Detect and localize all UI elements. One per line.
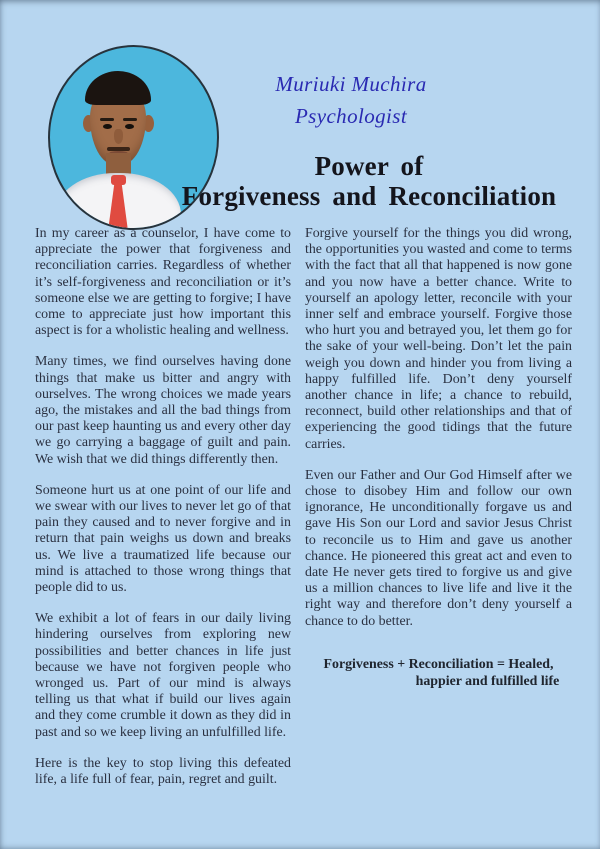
photo-eye-right bbox=[125, 124, 134, 129]
closing-statement-line1: Forgiveness + Reconciliation = Healed, bbox=[323, 656, 554, 672]
author-role: Psychologist bbox=[294, 104, 408, 128]
photo-eye-left bbox=[103, 124, 112, 129]
article-paragraph: Someone hurt us at one point of our life and we swear with our lives to never let go of that pain they caused and to never forgive and in return that pain weighs us down and breaks us. We live a traumatized life because our mind is attached to those wrong things that people did to us. bbox=[35, 482, 291, 596]
article-paragraph: In my career as a counselor, I have come to appreciate the power that forgiveness and reconciliation carries. Regardless of whether it’s self-forgiveness and reconciliation or it’s someone else we are getting to forgive; I have come to appreciate just how important this aspect is for a wholistic healing and wellness. bbox=[35, 226, 291, 339]
author-name: Muriuki Muchira bbox=[275, 72, 427, 96]
photo-eyebrow-right bbox=[123, 118, 137, 121]
photo-hair bbox=[85, 71, 151, 105]
article-paragraph: We exhibit a lot of fears in our daily living hindering ourselves from exploring new possibilities and better chances in life just because we have not forgiven people who wronged us. Part of our mind is always telling us that what if build our lives again and they come crumble it down as they did in past and so we keep living an unfulfilled life. bbox=[35, 611, 291, 740]
article-paragraph: Forgive yourself for the things you did wrong, the opportunities you wasted and come to terms with the fact that all that happened is now gone and you now have a better chance. Write to yourself an apology letter, reconcile with your inner self and embrace yourself. Forgive those who hurt you and betrayed you, let them go for the sake of your well-being. Don’t let the pain weigh you down and hinder you from living a happy fulfilled life. Don’t deny yourself another chance in life; a chance to rebuild, reconnect, build other relationships and that of experiencing the good tidings that the future carries. bbox=[305, 226, 572, 452]
article-column-left bbox=[35, 226, 291, 788]
page-title-line1: Power of bbox=[314, 151, 424, 181]
article-body bbox=[35, 226, 572, 788]
article-paragraph: Here is the key to stop living this defeated life, a life full of fear, pain, regret and guilt. bbox=[35, 755, 291, 788]
page-title bbox=[139, 151, 599, 211]
author-byline bbox=[201, 68, 501, 132]
article-paragraph: Even our Father and Our God Himself after we chose to disobey Him and follow our own ignorance, He unconditionally forgave us and gave His Son our Lord and savior Jesus Christ to reconcile us to Him and gave us another chance. He pioneered this great act and even to date He never gets tired to forgive us and give us a million chances to live life and live it the right way and therefore don’t deny yourself a chance to do better. bbox=[305, 467, 572, 629]
photo-eyebrow-left bbox=[100, 118, 114, 121]
photo-nose bbox=[114, 129, 123, 144]
article-column-right bbox=[305, 226, 572, 788]
page-title-line2: Forgiveness and Reconciliation bbox=[181, 181, 557, 211]
article-paragraph: Many times, we find ourselves having done things that make us bitter and angry with ourselves. The wrong choices we made years ago, the mistakes and all the bad things from our past keep haunting us and every other day we go carrying a baggage of guilt and pain. We wish that we did things differently then. bbox=[35, 354, 291, 467]
closing-statement bbox=[305, 656, 572, 690]
closing-statement-line2: happier and fulfilled life bbox=[415, 673, 560, 689]
